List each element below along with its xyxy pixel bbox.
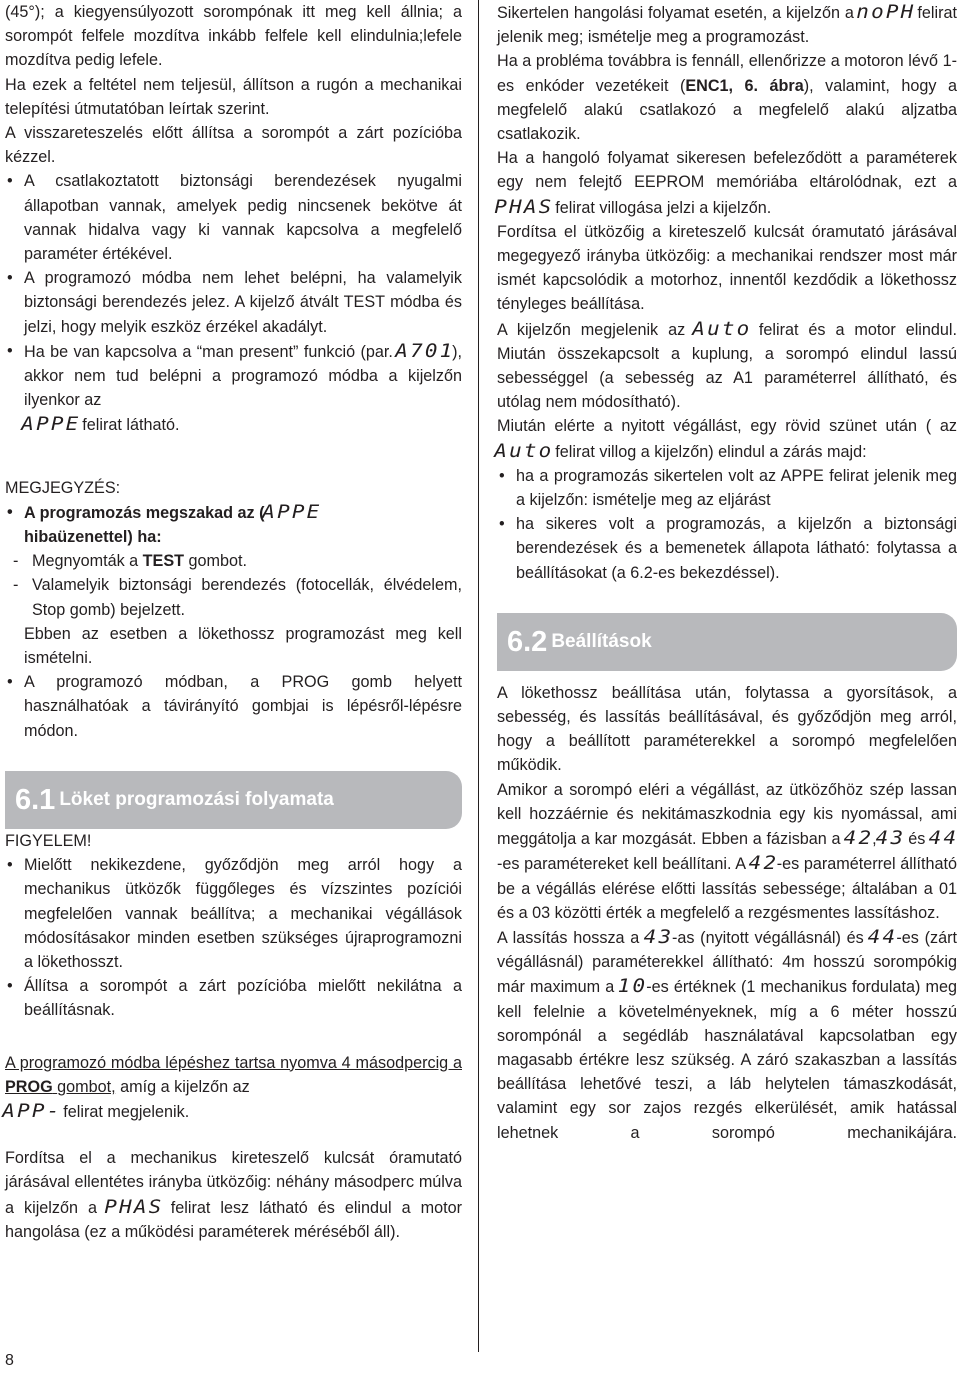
display-code: A701	[395, 339, 455, 362]
display-code: 42	[748, 852, 779, 875]
warning-title: FIGYELEM!	[5, 831, 92, 850]
display-code: Auto	[692, 317, 752, 340]
bullet-list	[5, 670, 462, 743]
list-item: • Ha be van kapcsolva a “man present” funkció (par. A701), akkor nem tud belépni a programozó módba a kijelzőn ilyenkor az APPE felirat látható.	[5, 339, 462, 438]
page-number: 8	[5, 1352, 14, 1369]
list-item: • Mielőtt nekikezdene, győződjön meg arról hogy a mechanikus ütközők függőleges és vízszintes pozíciói megfelelően vannak beállítva; a mechanikai végállások módosításakor minden esetben szükséges újraprogramozni a lökethosszt.	[5, 853, 462, 974]
section-heading-6-2: 6.2 Beállítások	[497, 613, 957, 671]
paragraph: Ha a hangoló folyamat sikeresen befeleződött a paraméterek egy nem felejtő EEPROM memóriába eltárolódnak, ezt a PHAS felirat villogása jelzi a kijelzőn.	[494, 149, 957, 218]
paragraph: Amikor a sorompó eléri a végállást, az ütközőhöz szép lassan kell hozzáérnie és nekitámaszkodnia egy kis nyomással, ami meggátolja a kar mozgását. Ebben a fázisban a 42,43 és 44-es paramétereket kell beállítani. A 42-es paraméterrel állítható be a végállás elérése előtti lassítás sebessége; általában a 01 és a 03 közötti érték a megfelelő a rezgésmentes lassításhoz.	[497, 780, 959, 922]
dash-list	[5, 549, 462, 622]
paragraph: A programozó módba lépéshez tartsa nyomva 4 másodpercig a PROG gombot, amíg a kijelzőn az APP- felirat megjelenik.	[2, 1053, 462, 1122]
column-divider	[478, 0, 479, 1352]
list-item: - Valamelyik biztonsági berendezés (fotocellák, élvédelem, Stop gomb) bejelzett.	[13, 573, 462, 621]
paragraph: Miután elérte a nyitott végállást, egy rövid szünet után ( azAuto felirat villog a kijelzőn) elindul a zárás majd:	[494, 417, 957, 462]
list-item: • ha a programozás sikertelen volt az APPE felirat jelenik meg a kijelzőn: ismételje meg az eljárást	[497, 464, 957, 512]
note-title: MEGJEGYZÉS:	[5, 478, 121, 497]
list-item: • ha sikeres volt a programozás, a kijelzőn a biztonsági berendezések és a bemenetek állapota látható: folytassa a beállításokat (a 6.2-es bekezdéssel).	[497, 512, 957, 585]
bullet-list	[5, 500, 462, 549]
left-column	[2, 0, 462, 1244]
paragraph: A visszareteszelés előtt állítsa a sorompót a zárt pozícióba kézzel.	[5, 124, 462, 167]
display-code: PHAS	[104, 1195, 164, 1218]
display-code: 44	[868, 925, 898, 948]
list-item: • A csatlakoztatott biztonsági berendezések nyugalmi állapotban vannak, amelyek pedig nincsenek bekötve át vannak hidalva vagy ki vannak kapcsolva a megfelelő paraméter értékével.	[5, 169, 462, 266]
list-item: • Állítsa a sorompót a zárt pozícióba mielőtt nekilátna a beállításnak.	[5, 974, 462, 1022]
paragraph: A lassítás hossza a 43-as (nyitott végállásnál) és 44-es (zárt végállásnál) paraméterekkel állítható: 4m hosszú sorompókig már maximum a 10-es értéknek (1 mechanikus fordulata) meg kell felelnie a követelményeknek, míg a 6 méter hosszú sorompónál a segédláb használatával kapcsolatban egy magasabb értékre lesz szükség. A záró szakaszban a lassítás beállítása lehetővé teszi, a láb helytelen támaszkodását, valamint egy sor zajos rezgés elkerülését, amik hatással lehetnek a sorompó mechanikájára.	[497, 925, 957, 1142]
list-item: • A programozás megszakad az (APPE hibaüzenettel) ha:	[5, 500, 462, 549]
paragraph: A lökethossz beállítása után, folytassa a gyorsítások, a sebesség, és lassítás beállításával, és győződjön meg arról, hogy a beállított paraméterekkel a sorompó megfelelően működik.	[497, 683, 957, 775]
display-code: APPE	[21, 413, 81, 436]
section-heading-6-1: 6.1 Löket programozási folyamata	[5, 771, 462, 829]
display-code: 42	[843, 827, 874, 850]
bullet-list	[5, 169, 462, 437]
display-code: 43	[875, 827, 905, 850]
display-code: PHAS	[494, 195, 554, 218]
display-code: 43	[643, 925, 674, 948]
list-item: - Megnyomták a TEST gombot.	[13, 549, 462, 573]
paragraph: Sikertelen hangolási folyamat esetén, a kijelzőn a noPH felirat jelenik meg; ismételje meg a programozást.	[497, 1, 957, 47]
display-code: APP-	[2, 1099, 62, 1122]
paragraph: Ebben az esetben a lökethossz programozást meg kell ismételni.	[24, 624, 462, 668]
display-code: Auto	[494, 439, 554, 462]
paragraph: Ha a probléma továbbra is fennáll, ellenőrizze a motoron lévő 1-es enkóder vezetékeit (ENC1, 6. ábra), valamint, hogy a megfelelő alakú csatlakozó a megfelelő alakú aljzatba csatlakozik.	[497, 52, 957, 144]
paragraph: A kijelzőn megjelenik az Auto felirat és a motor elindul. Miután összekapcsolt a kuplung, a sorompó elindul lassú sebességgel (a sebesség az A1 paraméterrel állítható, és utólag nem módosítható).	[497, 317, 958, 412]
bullet-list	[497, 464, 957, 585]
paragraph: (45°); a kiegyensúlyozott sorompónak itt meg kell állnia; a sorompót felfele mozdítva inkább felfele kell elindulnia;lefele mozdítva pedig lefele.	[5, 3, 462, 70]
list-item: • A programozó módba nem lehet belépni, ha valamelyik biztonsági berendezés jelez. A kijelző átvált TEST módba és jelzi, hogy melyik eszköz érzékel akadályt.	[5, 266, 462, 339]
list-item: • A programozó módban, a PROG gomb helyett használhatóak a távirányító gombjai is lépésről-lépésre módon.	[5, 670, 462, 743]
paragraph: Fordítsa el ütközőig a kireteszelő kulcsát óramutató járásával megegyező irányba ütközőig: a mechanikai rendszer most már ismét kapcsolódik a motorhoz, innentől kezdődik a lökethossz tényleges beállítása.	[497, 222, 957, 314]
display-code: 10	[618, 975, 648, 998]
display-code: APPE	[261, 500, 321, 523]
paragraph: Ha ezek a feltétel nem teljesül, állítson a rugón a mechanikai telepítési útmutatóban leírtak szerint.	[5, 75, 462, 118]
right-column	[494, 0, 959, 1145]
display-code: noPH	[856, 1, 916, 23]
paragraph: Fordítsa el a mechanikus kireteszelő kulcsát óramutató járásával ellentétes irányba ütközőig: néhány másodperc múlva a kijelzőn a PHAS felirat lesz látható és elindul a motor hangolása (ez a működési paraméterek méréséből áll).	[5, 1149, 462, 1241]
bullet-list	[5, 853, 462, 1022]
display-code: 44	[928, 827, 959, 850]
